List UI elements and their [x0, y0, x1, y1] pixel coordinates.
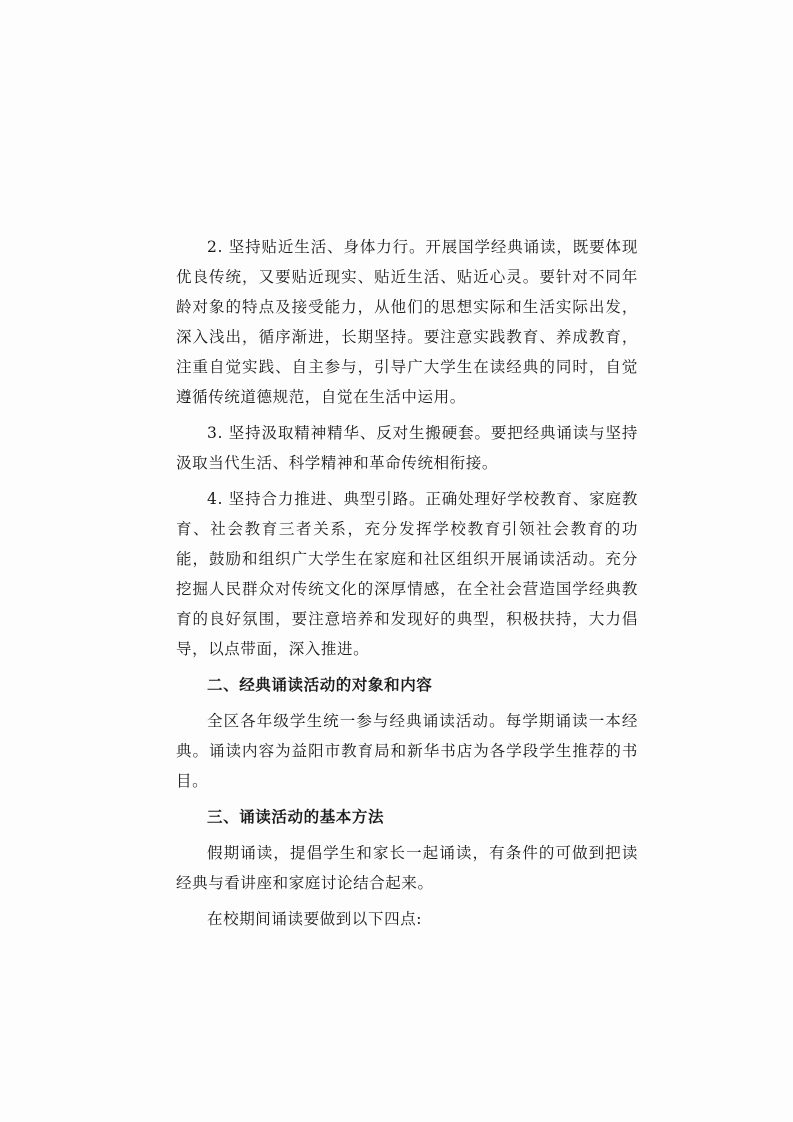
paragraph-principle-3: 3. 坚持汲取精神精华、反对生搬硬套。要把经典诵读与坚持汲取当代生活、科学精神和革命传统相衔接。 [176, 424, 638, 472]
paragraph-participants-content: 全区各年级学生统一参与经典诵读活动。每学期诵读一本经典。诵读内容为益阳市教育局和新华书店为各学段学生推荐的书目。 [176, 712, 638, 790]
paragraph-principle-4: 4. 坚持合力推进、典型引路。正确处理好学校教育、家庭教育、社会教育三者关系，充分发挥学校教育引领社会教育的功能，鼓励和组织广大学生在家庭和社区组织开展诵读活动。充分挖掘人民群众对传统文化的深厚情感，在全社会营造国学经典教育的良好氛围，要注意培养和发现好的典型，积极扶持，大力倡导，以点带面，深入推进。 [176, 490, 638, 658]
paragraph-school-reading-intro: 在校期间诵读要做到以下四点: [207, 910, 423, 928]
paragraph-holiday-reading: 假期诵读，提倡学生和家长一起诵读，有条件的可做到把读经典与看讲座和家庭讨论结合起来。 [176, 844, 638, 892]
section-heading-participants-content: 二、经典诵读活动的对象和内容 [207, 676, 433, 694]
section-heading-basic-methods: 三、诵读活动的基本方法 [207, 808, 385, 826]
document-body [176, 232, 638, 940]
paragraph-principle-2: 2. 坚持贴近生活、身体力行。开展国学经典诵读，既要体现优良传统，又要贴近现实、贴近生活、贴近心灵。要针对不同年龄对象的特点及接受能力，从他们的思想实际和生活实际出发，深入浅出，循序渐进，长期坚持。要注意实践教育、养成教育，注重自觉实践、自主参与，引导广大学生在读经典的同时，自觉遵循传统道德规范，自觉在生活中运用。 [176, 238, 638, 406]
